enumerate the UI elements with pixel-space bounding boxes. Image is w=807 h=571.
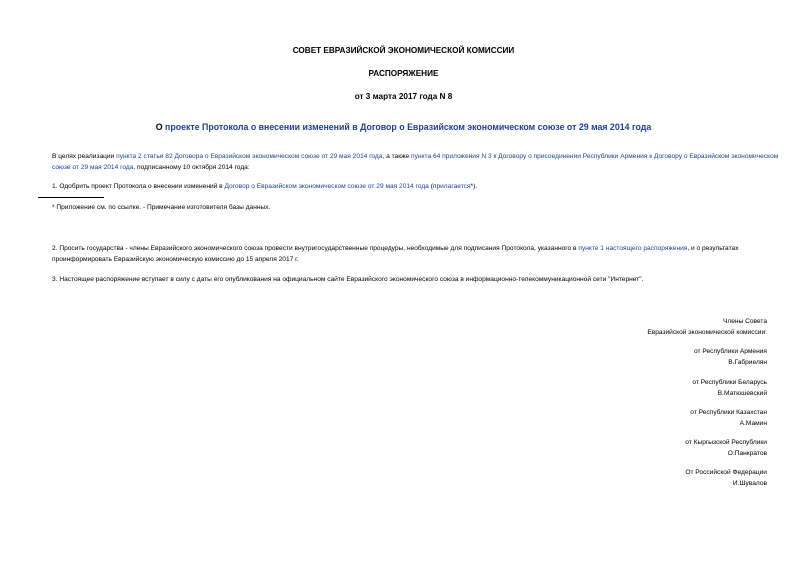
signature-block-kyrgyzstan [685,438,767,459]
signature-block-russia [685,468,767,489]
signature-country: от Кыргызской Республики [685,439,767,446]
signature-block-belarus [692,378,767,399]
intro-text-3: , подписанному 10 октября 2014 года: [133,163,250,171]
footnote-text: * Приложение см. по ссылке. - Примечание изготовителя базы данных. [52,204,271,211]
item-1-reference-link[interactable]: пункте 1 настоящего распоряжения [578,245,688,252]
signature-name: В.Матюшевский [717,389,767,397]
intro-paragraph [38,152,785,173]
item-1-paragraph [38,182,785,193]
signature-country: от Республики Казахстан [690,409,767,416]
accession-treaty-link[interactable]: пункта 64 приложения N 3 к Договору о присоединении Республики Армения к Договору о Евразийском экономическом союзе от 29 мая 2014 года [52,153,779,171]
item-1-text-3: *). [470,183,478,190]
footnote-divider [38,197,104,198]
signature-country: От Российской Федерации [685,469,767,476]
signatures-heading-line-2: Евразийской экономической комиссии: [647,328,767,336]
signature-block-armenia [694,347,767,368]
signature-name: И.Шувалов [732,479,767,487]
document-type: РАСПОРЯЖЕНИЕ [368,69,439,78]
item-2-text-1: 2. Просить государства - члены Евразийского экономического союза провести внутригосударственные процедуры, необходимые для подписания Протокола, указанного в [52,245,579,252]
title-link[interactable]: проекте Протокола о внесении изменений в Договор о Евразийском экономическом союзе от 29 мая 2014 года [165,122,652,132]
item-1-text-2: ( [428,183,433,190]
intro-text-2: , а также [382,153,412,160]
signature-country: от Республики Беларусь [692,379,767,386]
item-1-text-1: 1. Одобрить проект Протокола о внесении изменений в [52,183,225,190]
treaty-link[interactable]: Договор о Евразийском экономическом союзе от 29 мая 2014 года [224,183,429,190]
signature-block-kazakhstan [690,408,767,429]
signature-name: О.Панкратов [727,449,767,457]
org-heading: СОВЕТ ЕВРАЗИЙСКОЙ ЭКОНОМИЧЕСКОЙ КОМИССИИ [292,46,515,55]
item-3-paragraph: 3. Настоящее распоряжение вступает в силу с даты его опубликования на официальном сайте Евразийского экономического союза в информационно-телекоммуникационной сети "Интернет". [52,276,644,283]
document-title [0,122,807,132]
signature-name: А.Мамин [739,419,767,427]
signature-country: от Республики Армения [694,348,767,355]
signature-name: В.Габриелян [728,358,767,366]
signatures-heading [647,317,767,338]
intro-text-1: В целях реализации [52,153,117,160]
document-date: от 3 марта 2017 года N 8 [354,92,453,101]
signatures-heading-line-1: Члены Совета [722,318,767,325]
attachment-link[interactable]: прилагается [432,183,471,190]
item-2-paragraph [38,244,785,265]
treaty-article-link[interactable]: пункта 2 статьи 82 Договора о Евразийском экономическом союзе от 29 мая 2014 года [116,153,383,160]
item-2-text-2: , и о результатах проинформировать Евразийскую экономическую комиссию до 15 апреля 2017 г. [52,245,739,263]
title-prefix: О [155,122,166,132]
